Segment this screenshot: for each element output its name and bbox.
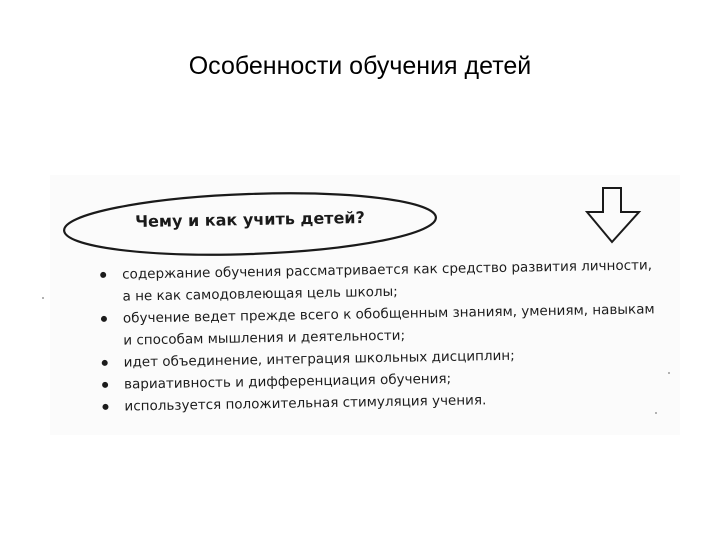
list-item-text: содержание обучения рассматривается как средство развития личности, а не как самодовлеющая цель школы;: [122, 257, 653, 305]
scan-speck: [655, 412, 657, 414]
features-list: [98, 254, 661, 418]
list-item-text: обучение ведет прежде всего к обобщенным знаниям, умениям, навыкам и способам мышления и деятельности;: [122, 301, 655, 349]
slide-title: Особенности обучения детей: [188, 52, 532, 80]
bullet-dot: [102, 360, 108, 366]
bullet-dot: [100, 272, 106, 278]
scan-speck: [668, 372, 670, 374]
bullet-dot: [102, 404, 108, 410]
list-item-text: идет объединение, интеграция школьных дисциплин;: [123, 347, 515, 371]
ellipse-heading: Чему и как учить детей?: [134, 207, 365, 232]
scan-speck: [42, 297, 44, 299]
list-item-text: вариативность и дифференциация обучения;: [123, 370, 452, 393]
bullet-dot: [101, 316, 107, 322]
bullet-dot: [102, 382, 108, 388]
list-item-text: используется положительная стимуляция учения.: [124, 392, 487, 415]
down-arrow-icon: [585, 186, 645, 246]
